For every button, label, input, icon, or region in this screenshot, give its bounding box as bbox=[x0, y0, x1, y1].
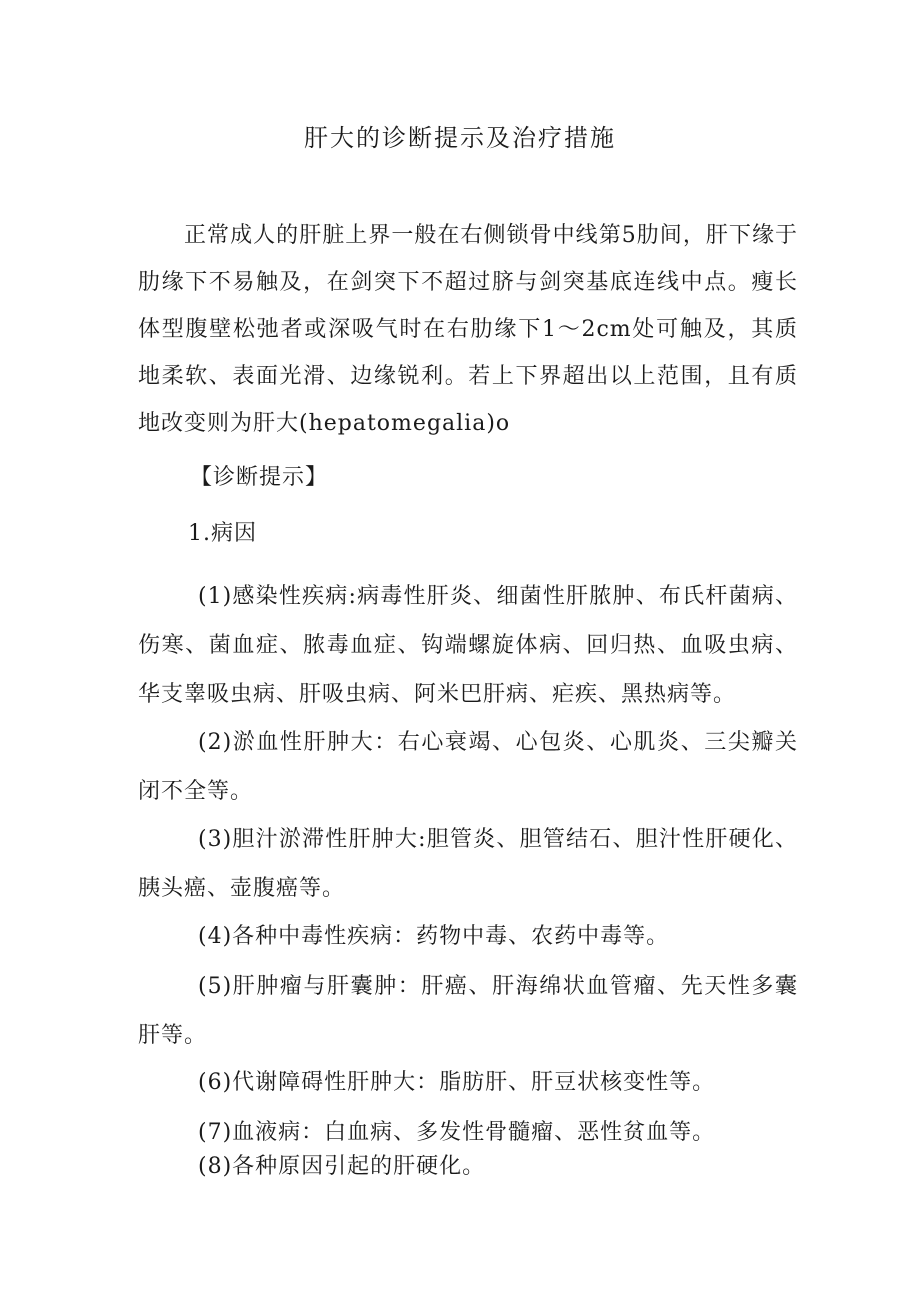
etiology-item-5: (5)肝肿瘤与肝囊肿：肝癌、肝海绵状血管瘤、先天性多囊肝等。 bbox=[138, 974, 798, 1048]
etiology-item-7: (7)血液病：白血病、多发性骨髓瘤、恶性贫血等。 bbox=[198, 1120, 716, 1145]
etiology-item-8: (8)各种原因引起的肝硬化。 bbox=[198, 1154, 486, 1179]
document-title: 肝大的诊断提示及治疗措施 bbox=[304, 124, 616, 152]
etiology-item-2: (2)淤血性肝肿大：右心衰竭、心包炎、心肌炎、三尖瓣关闭不全等。 bbox=[138, 730, 798, 804]
subsection-heading-etiology: 1.病因 bbox=[188, 521, 257, 546]
etiology-item-6: (6)代谢障碍性肝肿大：脂肪肝、肝豆状核变性等。 bbox=[198, 1070, 716, 1095]
etiology-item-4: (4)各种中毒性疾病：药物中毒、农药中毒等。 bbox=[198, 924, 670, 949]
intro-paragraph: 正常成人的肝脏上界一般在右侧锁骨中线第5肋间，肝下缘于肋缘下不易触及，在剑突下不超过脐与剑突基底连线中点。瘦长体型腹壁松弛者或深吸气时在右肋缘下1～2cm处可触及，其质地柔软、表面光滑、边缘锐利。若上下界超出以上范围，且有质地改变则为肝大(hepatomegalia)o bbox=[138, 223, 798, 436]
etiology-item-1: (1)感染性疾病:病毒性肝炎、细菌性肝脓肿、布氏杆菌病、伤寒、菌血症、脓毒血症、钩端螺旋体病、回归热、血吸虫病、华支睾吸虫病、肝吸虫病、阿米巴肝病、疟疾、黑热病等。 bbox=[138, 584, 798, 707]
section-heading-diagnosis: 【诊断提示】 bbox=[190, 465, 329, 490]
etiology-item-3: (3)胆汁淤滞性肝肿大:胆管炎、胆管结石、胆汁性肝硬化、胰头癌、壶腹癌等。 bbox=[138, 827, 798, 901]
